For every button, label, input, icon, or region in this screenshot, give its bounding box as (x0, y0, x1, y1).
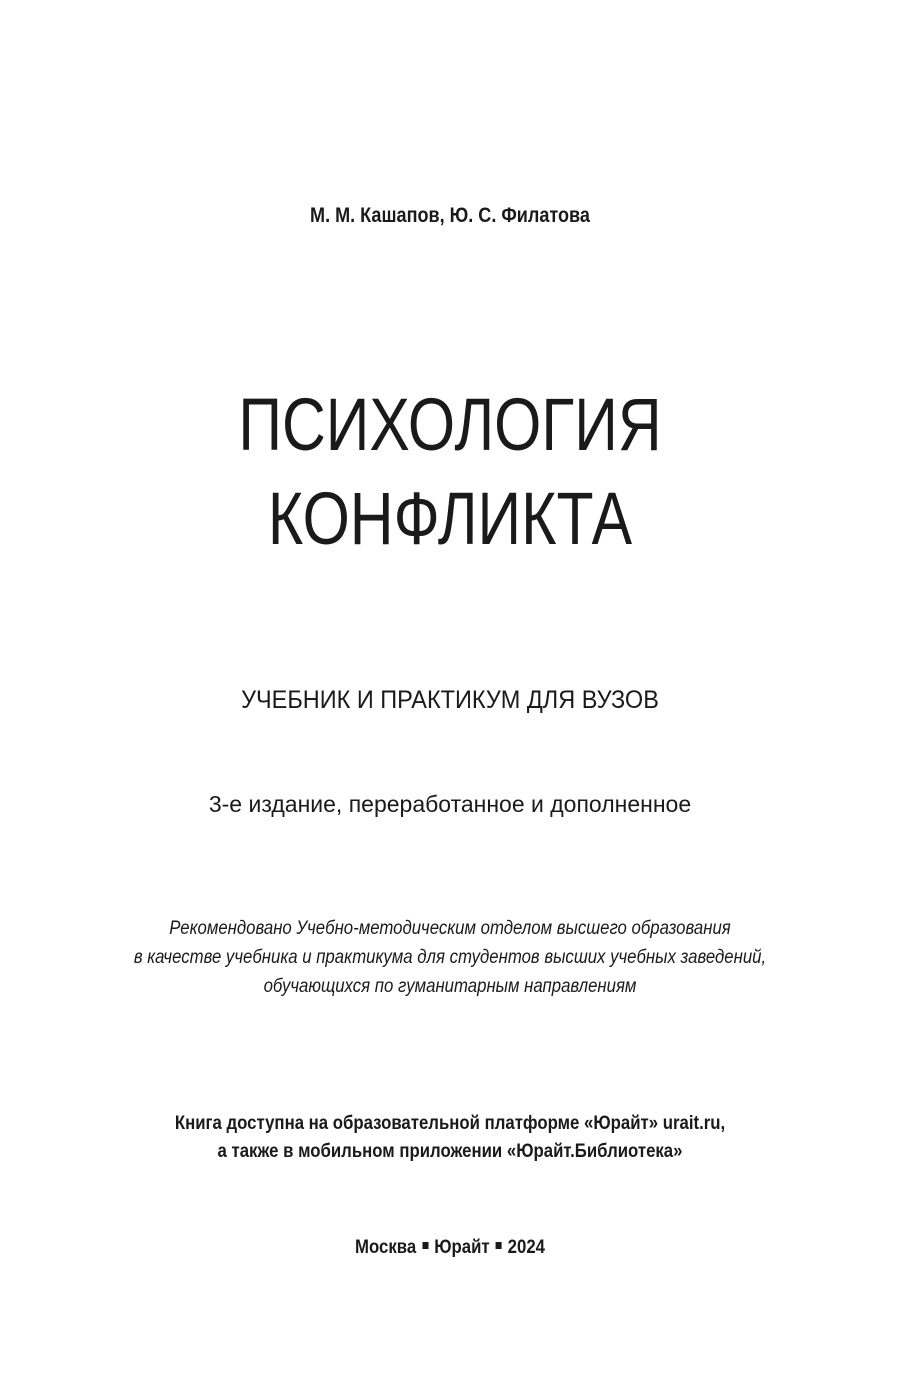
authors: М. М. Кашапов, Ю. С. Филатова (310, 204, 590, 227)
availability-line-1: Книга доступна на образовательной платформе «Юрайт» urait.ru, (174, 1112, 726, 1134)
edition-note: 3-е издание, переработанное и дополненное (208, 791, 692, 817)
book-title-line-1: ПСИХОЛОГИЯ (238, 383, 662, 466)
square-separator-icon (422, 1242, 428, 1249)
imprint (63, 1236, 837, 1259)
imprint-year: 2024 (507, 1236, 545, 1258)
recommendation-line-1: Рекомендовано Учебно-методическим отделом высшего образования (169, 917, 731, 939)
imprint-city: Москва (355, 1236, 417, 1258)
availability-note (63, 1109, 837, 1165)
recommendation-line-2: в качестве учебника и практикума для студентов высших учебных заведений, (133, 946, 767, 968)
recommendation-note (63, 914, 837, 1001)
square-separator-icon (496, 1242, 502, 1249)
book-subtitle: УЧЕБНИК И ПРАКТИКУМ ДЛЯ ВУЗОВ (241, 686, 659, 714)
availability-line-2: а также в мобильном приложении «Юрайт.Библиотека» (217, 1140, 683, 1162)
imprint-publisher: Юрайт (434, 1236, 490, 1258)
book-title (81, 378, 819, 566)
recommendation-line-3: обучающихся по гуманитарным направлениям (263, 975, 637, 997)
book-title-line-2: КОНФЛИКТА (267, 477, 633, 560)
